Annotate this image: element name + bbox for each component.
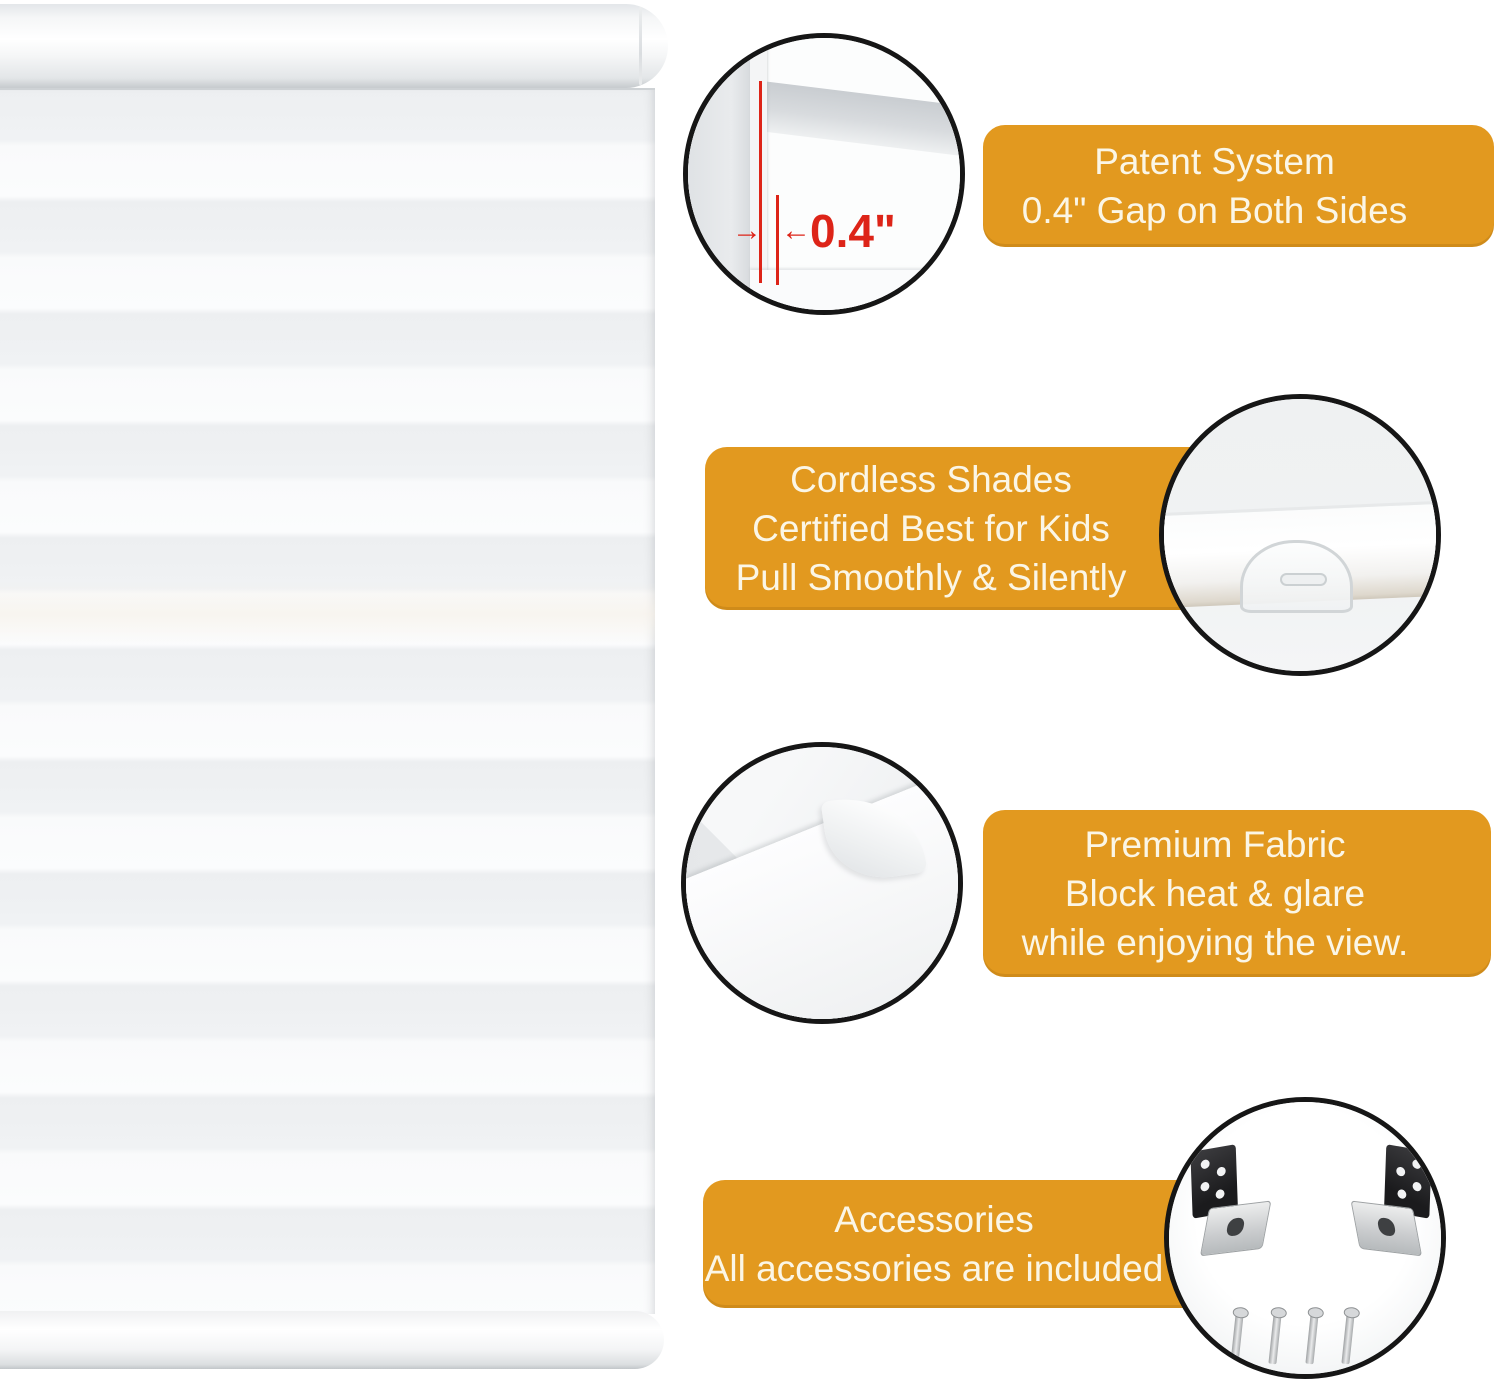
bracket-hole bbox=[1215, 1189, 1224, 1200]
pull-tab-slot bbox=[1280, 573, 1327, 586]
fabric-closeup-circle bbox=[681, 742, 963, 1024]
banner-line: 0.4" Gap on Both Sides bbox=[1021, 190, 1408, 231]
bracket-base-hole bbox=[1226, 1217, 1246, 1237]
shade-head-rail bbox=[0, 4, 668, 88]
banner-premium-fabric bbox=[983, 810, 1491, 977]
banner-line: Cordless Shades bbox=[790, 459, 1072, 500]
banner-line: Accessories bbox=[834, 1199, 1034, 1240]
shade-fabric-panel bbox=[0, 88, 655, 1314]
fabric-light-band bbox=[0, 582, 655, 646]
accessories-closeup-circle bbox=[1164, 1097, 1446, 1379]
fabric-band bbox=[750, 270, 960, 310]
bracket-hole bbox=[1217, 1166, 1226, 1177]
gap-closeup-circle bbox=[683, 33, 965, 315]
window-frame bbox=[688, 38, 750, 310]
bracket-hole bbox=[1201, 1159, 1210, 1170]
bracket-hole bbox=[1200, 1181, 1209, 1192]
gap-measure-line-left bbox=[759, 81, 762, 283]
gap-measure-line-right bbox=[776, 195, 779, 285]
banner-line: Pull Smoothly & Silently bbox=[735, 557, 1127, 598]
bracket-hole bbox=[1412, 1159, 1421, 1170]
banner-line: Certified Best for Kids bbox=[752, 508, 1110, 549]
banner-line: Premium Fabric bbox=[1084, 824, 1346, 865]
banner-line: Block heat & glare bbox=[1064, 873, 1366, 914]
shade-bottom-rail bbox=[0, 1311, 664, 1369]
banner-line: while enjoying the view. bbox=[1021, 922, 1409, 963]
gap-measurement-label: 0.4" bbox=[810, 205, 896, 257]
gap-arrow-left-icon: ← bbox=[781, 214, 811, 247]
bracket-hole bbox=[1397, 1189, 1406, 1200]
pull-tab-closeup-circle bbox=[1159, 394, 1441, 676]
bracket-base bbox=[1351, 1200, 1423, 1256]
bracket-hole bbox=[1412, 1181, 1421, 1192]
gap-arrow-right-icon: → bbox=[732, 214, 762, 247]
bracket-hole bbox=[1396, 1166, 1405, 1177]
banner-line: Patent System bbox=[1094, 141, 1335, 182]
banner-line: All accessories are included bbox=[704, 1248, 1164, 1289]
head-rail-end-cap bbox=[639, 7, 642, 85]
banner-patent-system bbox=[983, 125, 1494, 247]
bracket-base bbox=[1200, 1200, 1272, 1256]
bracket-base-hole bbox=[1377, 1217, 1397, 1237]
